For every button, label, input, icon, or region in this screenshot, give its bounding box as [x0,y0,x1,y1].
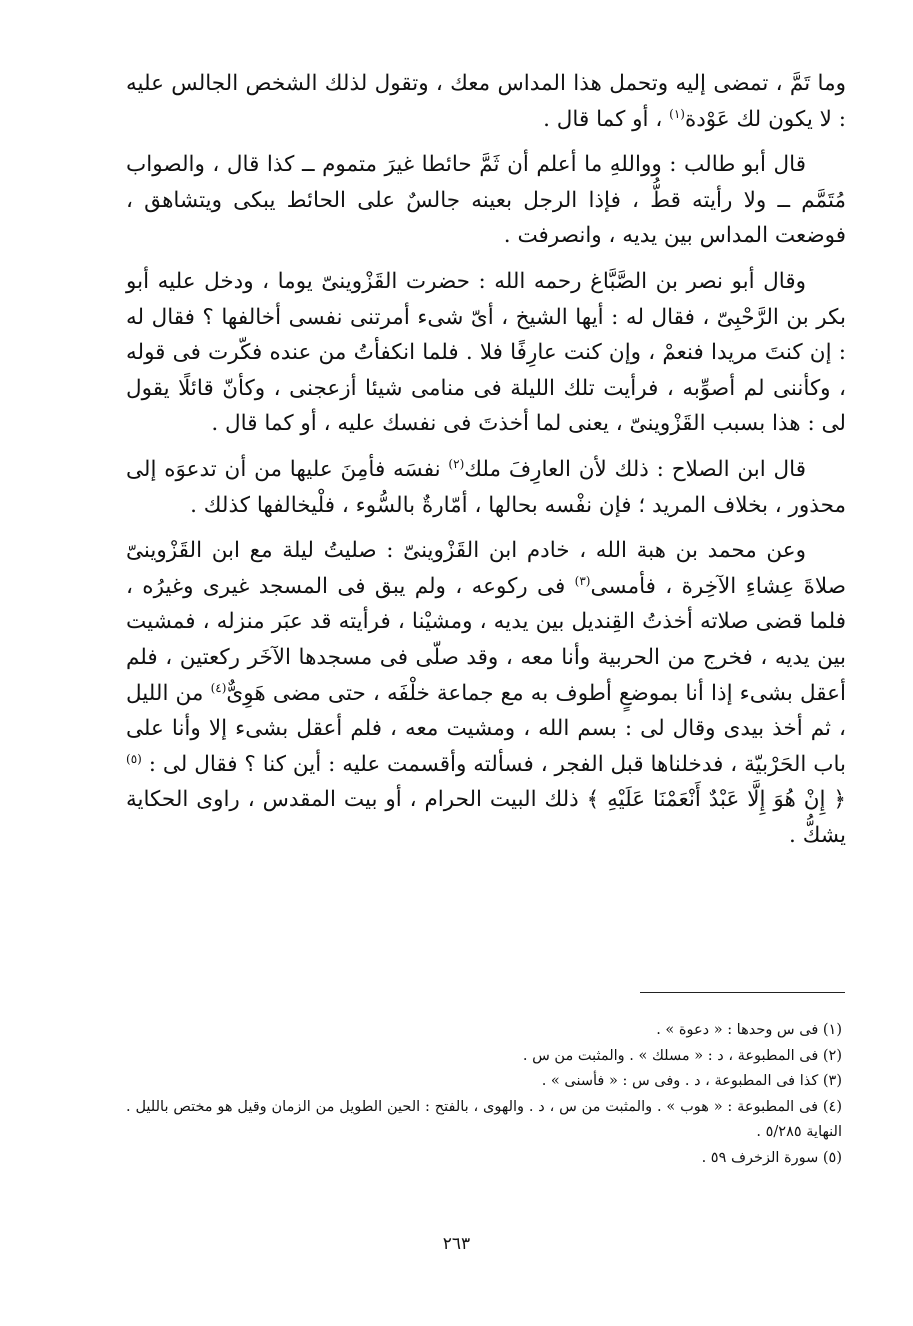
footnote-marker-2: (٢) [448,456,465,471]
footnote-2: (٢) فى المطبوعة ، د : « مسلك » . والمثبت من س . [522,1047,842,1064]
page-number: ٢٦٣ [442,1234,471,1254]
paragraph-5-text: وعن محمد بن هبة الله ، خادم ابن القَزْوينىّ : صليتُ ليلة مع ابن القَزْوينىّ صلاةَ عِشاءِ الآخِرة ، فأمسى [126,538,846,599]
paragraph-5-end: راوى الحكاية يشكُّ . [126,787,846,848]
paragraph-4 [126,452,846,523]
paragraph-4-tail: نفسَه فأمِنَ عليها من أن تدعوَه إلى محذور ، بخلاف المريد ؛ فإن نفْسه بحالها ، أمّارةٌ بالسُّوء ، فلْيخالفها كذلك . [126,456,846,518]
quran-quote: ﴿ إِنْ هُوَ إِلَّا عَبْدٌ أَنْعَمْنَا عَلَيْهِ ﴾ [586,787,846,813]
paragraph-1-tail: ، أو كما قال . [543,106,663,132]
footnote-1: (١) فى س وحدها : « دعوة » . [656,1022,842,1038]
footnote-5: (٥) سورة الزخرف ٥٩ . [701,1149,842,1166]
footnote-marker-3: (٣) [574,573,591,588]
paragraph-5-after-quote: ذلك البيت الحرام ، أو بيت المقدس ، [247,787,579,813]
paragraph-4-text: قال ابن الصلاح : ذلك لأن العارِفَ ملك [464,456,806,482]
footnote-3: (٣) كذا فى المطبوعة ، د . وفى س : « فأسنى » . [541,1073,842,1090]
paragraph-3-text: وقال أبو نصر بن الصَّبَّاغ رحمه الله : حضرت القَزْوينىّ يوما ، ودخل عليه أبو بكر بن الرَّحْبِىّ ، فقال له : أيها الشيخ ، أىّ شىء أمرتنى نفسى أخالفها ؟ فقال له : إن كنتَ مريدا فنعمْ ، وإن كنت عارِفًا فلا . فلما انكفأتُ من عنده فكّرت فى قوله ، وكأننى لم أصوِّبه ، فرأيت تلك الليلة فى منامى شيئا أزعجنى ، وكأنّ قائلًا يقول لى : هذا بسبب القَزْوينىّ ، يعنى لما أخذتَ فى نفسك عليه ، أو كما قال . [126,268,846,437]
footnote-4: (٤) فى المطبوعة : « هوب » . والمثبت من س ، د . والهوى ، بالفتح : الحين الطويل من الزمان وقيل هو مختص بالليل . النهاية ٥/٢٨٥ . [126,1098,842,1141]
main-text [126,66,846,863]
footnote-marker-4: (٤) [210,680,227,695]
paragraph-5 [126,533,846,853]
paragraph-1-text: وما تَمَّ ، تمضى إليه وتحمل هذا المداس معك ، وتقول لذلك الشخص الجالس عليه : لا يكون لك عَوْدة [126,71,846,132]
footnotes [126,1018,842,1172]
footnote-marker-5: (٥) [126,751,142,766]
footnote-marker-1: (١) [669,106,685,121]
paragraph-5-middle: فى ركوعه ، ولم يبق فى المسجد غيرى وغيرُه ، فلما قضى صلاته أخذتُ القِنديل بين يديه ، ومشيْنا ، فرأيته قد عبَر منزله ، فمشيت بين يديه ، فخرج من الحربية وأنا معه ، وقد صلّى فى مسجدها الآخَر ركعتين ، فلم أعقل بشىء إذا أنا بموضعٍ أطوف به مع جماعة خلْفَه ، حتى مضى هَوِىٌّ [126,573,846,706]
paragraph-1 [126,66,846,137]
paragraph-3 [126,264,846,442]
paragraph-5-continuation: من الليل ، ثم أخذ بيدى وقال لى : بسم الله ، ومشيت معه ، فلم أعقل بشىء إلا وأنا على باب الحَرْبيّة ، فدخلناها قبل الفجر ، فسألته وأقسمت عليه : أين كنا ؟ [126,680,846,777]
paragraph-2 [126,147,846,254]
paragraph-2-text: قال أبو طالب : وواللهِ ما أعلم أن ثَمَّ حائطا غيرَ متموم ــ كذا قال ، والصواب مُتَمَّم ــ ولا رأيته قطُّ ، فإذا الرجل بعينه جالسٌ على الحائط يبكى ويتشاهق ، فوضعت المداس بين يديه ، وانصرفت . [126,152,846,249]
paragraph-5-said: فقال لى : [148,751,238,777]
footnote-separator [640,992,845,993]
